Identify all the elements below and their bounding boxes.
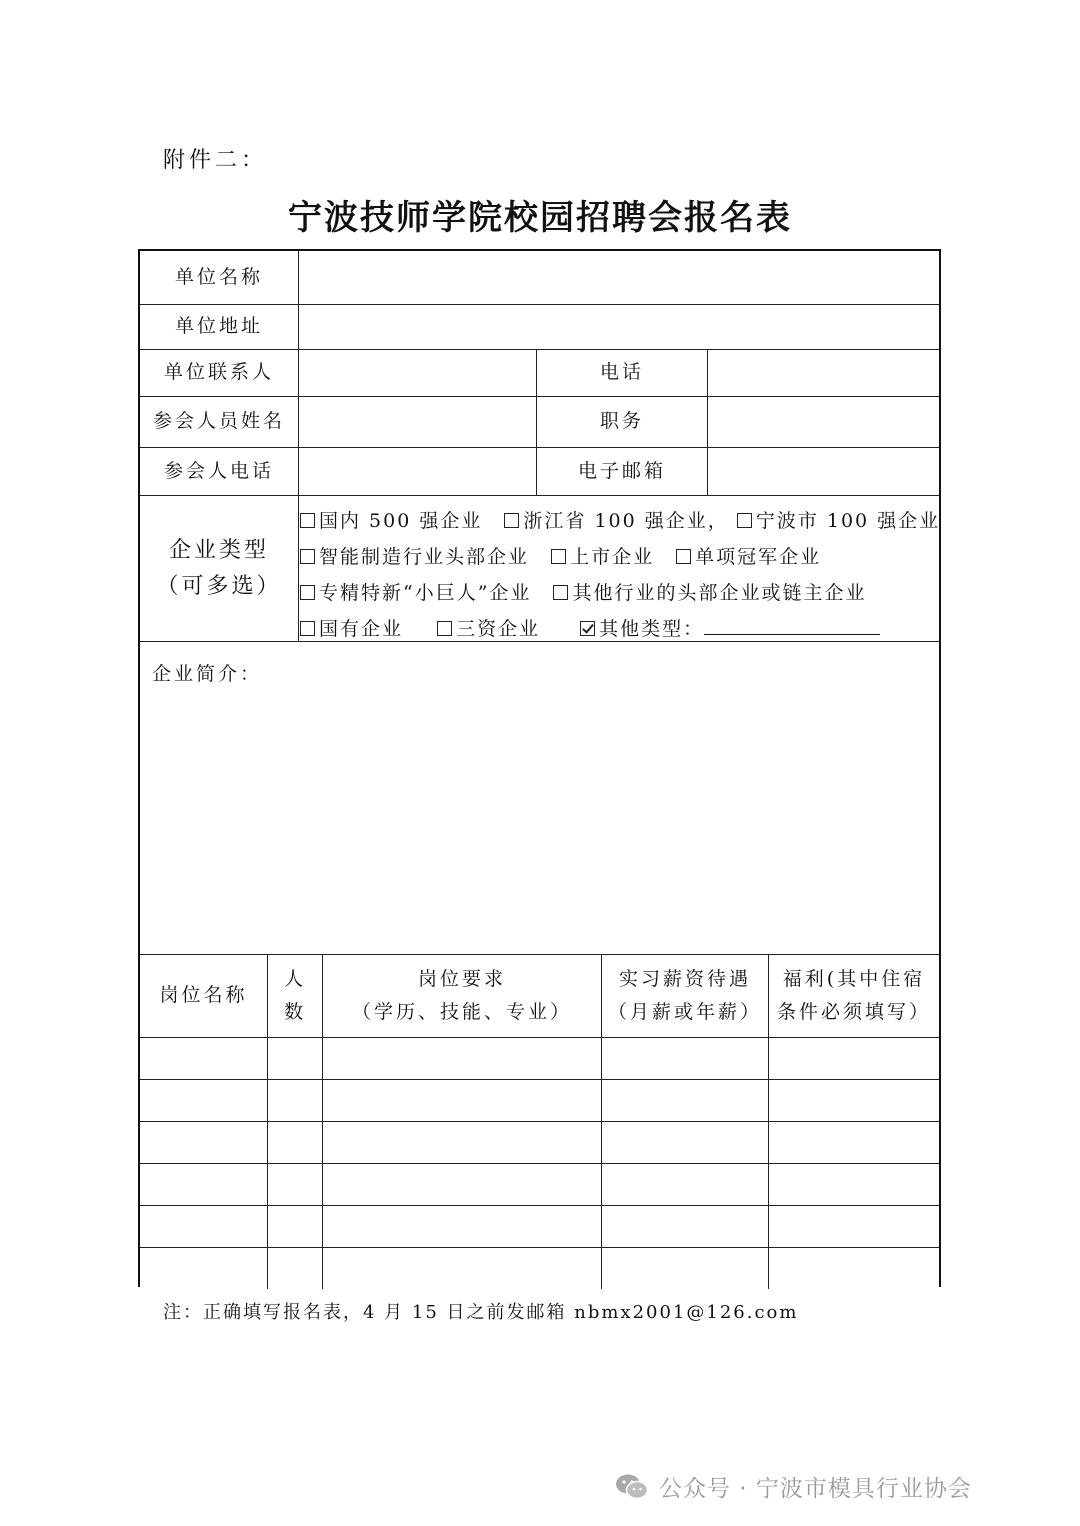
attendee-name-label: 参会人员姓名: [152, 410, 285, 433]
checkbox-icon[interactable]: [553, 585, 568, 600]
company-intro-field[interactable]: [140, 681, 939, 953]
enterprise-type-label-line2: （可多选）: [156, 573, 282, 599]
salary-header: [602, 955, 768, 1037]
table-row[interactable]: [140, 1080, 939, 1121]
option-state-owned[interactable]: 国有企业: [300, 618, 403, 640]
position-label: 职务: [599, 410, 644, 433]
other-type-blank[interactable]: [704, 618, 880, 635]
option-top500[interactable]: 国内 500 强企业: [300, 510, 482, 532]
unit-name-field[interactable]: [299, 251, 939, 304]
checkbox-icon[interactable]: [737, 513, 752, 528]
position-field[interactable]: [708, 397, 939, 447]
enterprise-type-label-line1: 企业类型: [168, 538, 269, 564]
requirements-header: [323, 955, 601, 1037]
option-zhejiang100[interactable]: 浙江省 100 强企业，: [504, 510, 728, 532]
checkbox-icon[interactable]: [551, 549, 566, 564]
table-row[interactable]: [140, 1164, 939, 1205]
option-ningbo100[interactable]: 宁波市 100 强企业: [737, 510, 940, 532]
checkbox-icon[interactable]: [300, 513, 315, 528]
attendee-phone-label: 参会人电话: [163, 459, 274, 482]
unit-name-label: 单位名称: [174, 265, 263, 288]
option-champion[interactable]: 单项冠军企业: [676, 546, 821, 568]
checkbox-icon[interactable]: [437, 621, 452, 636]
phone-label: 电话: [599, 361, 644, 384]
checked-checkbox-icon[interactable]: [580, 621, 595, 636]
footnote: 注：正确填写报名表，4 月 15 日之前发邮箱 nbmx2001@126.com: [163, 1302, 799, 1323]
header-line: 数: [283, 1001, 306, 1023]
header-line: 人: [283, 967, 306, 990]
enterprise-type-label: [140, 496, 298, 641]
header-line: 岗位名称: [159, 984, 248, 1007]
row-divider: [140, 641, 939, 642]
option-smart-manufacturing[interactable]: 智能制造行业头部企业: [300, 546, 529, 568]
checkbox-icon[interactable]: [300, 585, 315, 600]
unit-address-label: 单位地址: [174, 315, 263, 338]
form-title: 宁波技师学院校园招聘会报名表: [288, 198, 792, 238]
header-line: 条件必须填写）: [776, 1001, 931, 1023]
option-foreign-invested[interactable]: 三资企业: [437, 618, 540, 640]
benefits-header: [769, 955, 939, 1037]
checkbox-icon[interactable]: [504, 513, 519, 528]
wechat-icon: [615, 1473, 649, 1501]
watermark-text: 公众号 · 宁波市模具行业协会: [659, 1476, 972, 1502]
attendee-phone-field[interactable]: [299, 448, 536, 495]
table-row[interactable]: [140, 1206, 939, 1247]
email-field[interactable]: [708, 448, 939, 495]
unit-contact-field[interactable]: [299, 350, 536, 396]
header-line: 实习薪资待遇: [618, 967, 751, 990]
header-line: （学历、技能、专业）: [351, 1001, 572, 1023]
attachment-label: 附件二：: [163, 148, 268, 173]
watermark: [615, 1470, 972, 1503]
option-other-type[interactable]: 其他类型：: [580, 618, 880, 640]
table-row[interactable]: [140, 1038, 939, 1079]
registration-form: [138, 249, 941, 1287]
phone-field[interactable]: [708, 350, 939, 396]
header-line: 岗位要求: [417, 967, 506, 990]
option-other-leading[interactable]: 其他行业的头部企业或链主企业: [553, 582, 866, 604]
header-line: （月薪或年薪）: [607, 1001, 762, 1023]
header-line: 福利(其中住宿: [782, 967, 926, 990]
table-row[interactable]: [140, 1248, 939, 1289]
checkbox-icon[interactable]: [300, 549, 315, 564]
headcount-header: [268, 955, 322, 1037]
option-little-giant[interactable]: 专精特新“小巨人”企业: [300, 582, 531, 604]
email-label: 电子邮箱: [577, 459, 666, 482]
option-listed[interactable]: 上市企业: [551, 546, 654, 568]
unit-contact-label: 单位联系人: [163, 361, 274, 384]
attendee-name-field[interactable]: [299, 397, 536, 447]
company-intro-label: 企业简介：: [152, 663, 263, 685]
table-row[interactable]: [140, 1122, 939, 1163]
unit-address-field[interactable]: [299, 305, 939, 349]
checkbox-icon[interactable]: [300, 621, 315, 636]
job-name-header: [140, 955, 267, 1037]
checkbox-icon[interactable]: [676, 549, 691, 564]
